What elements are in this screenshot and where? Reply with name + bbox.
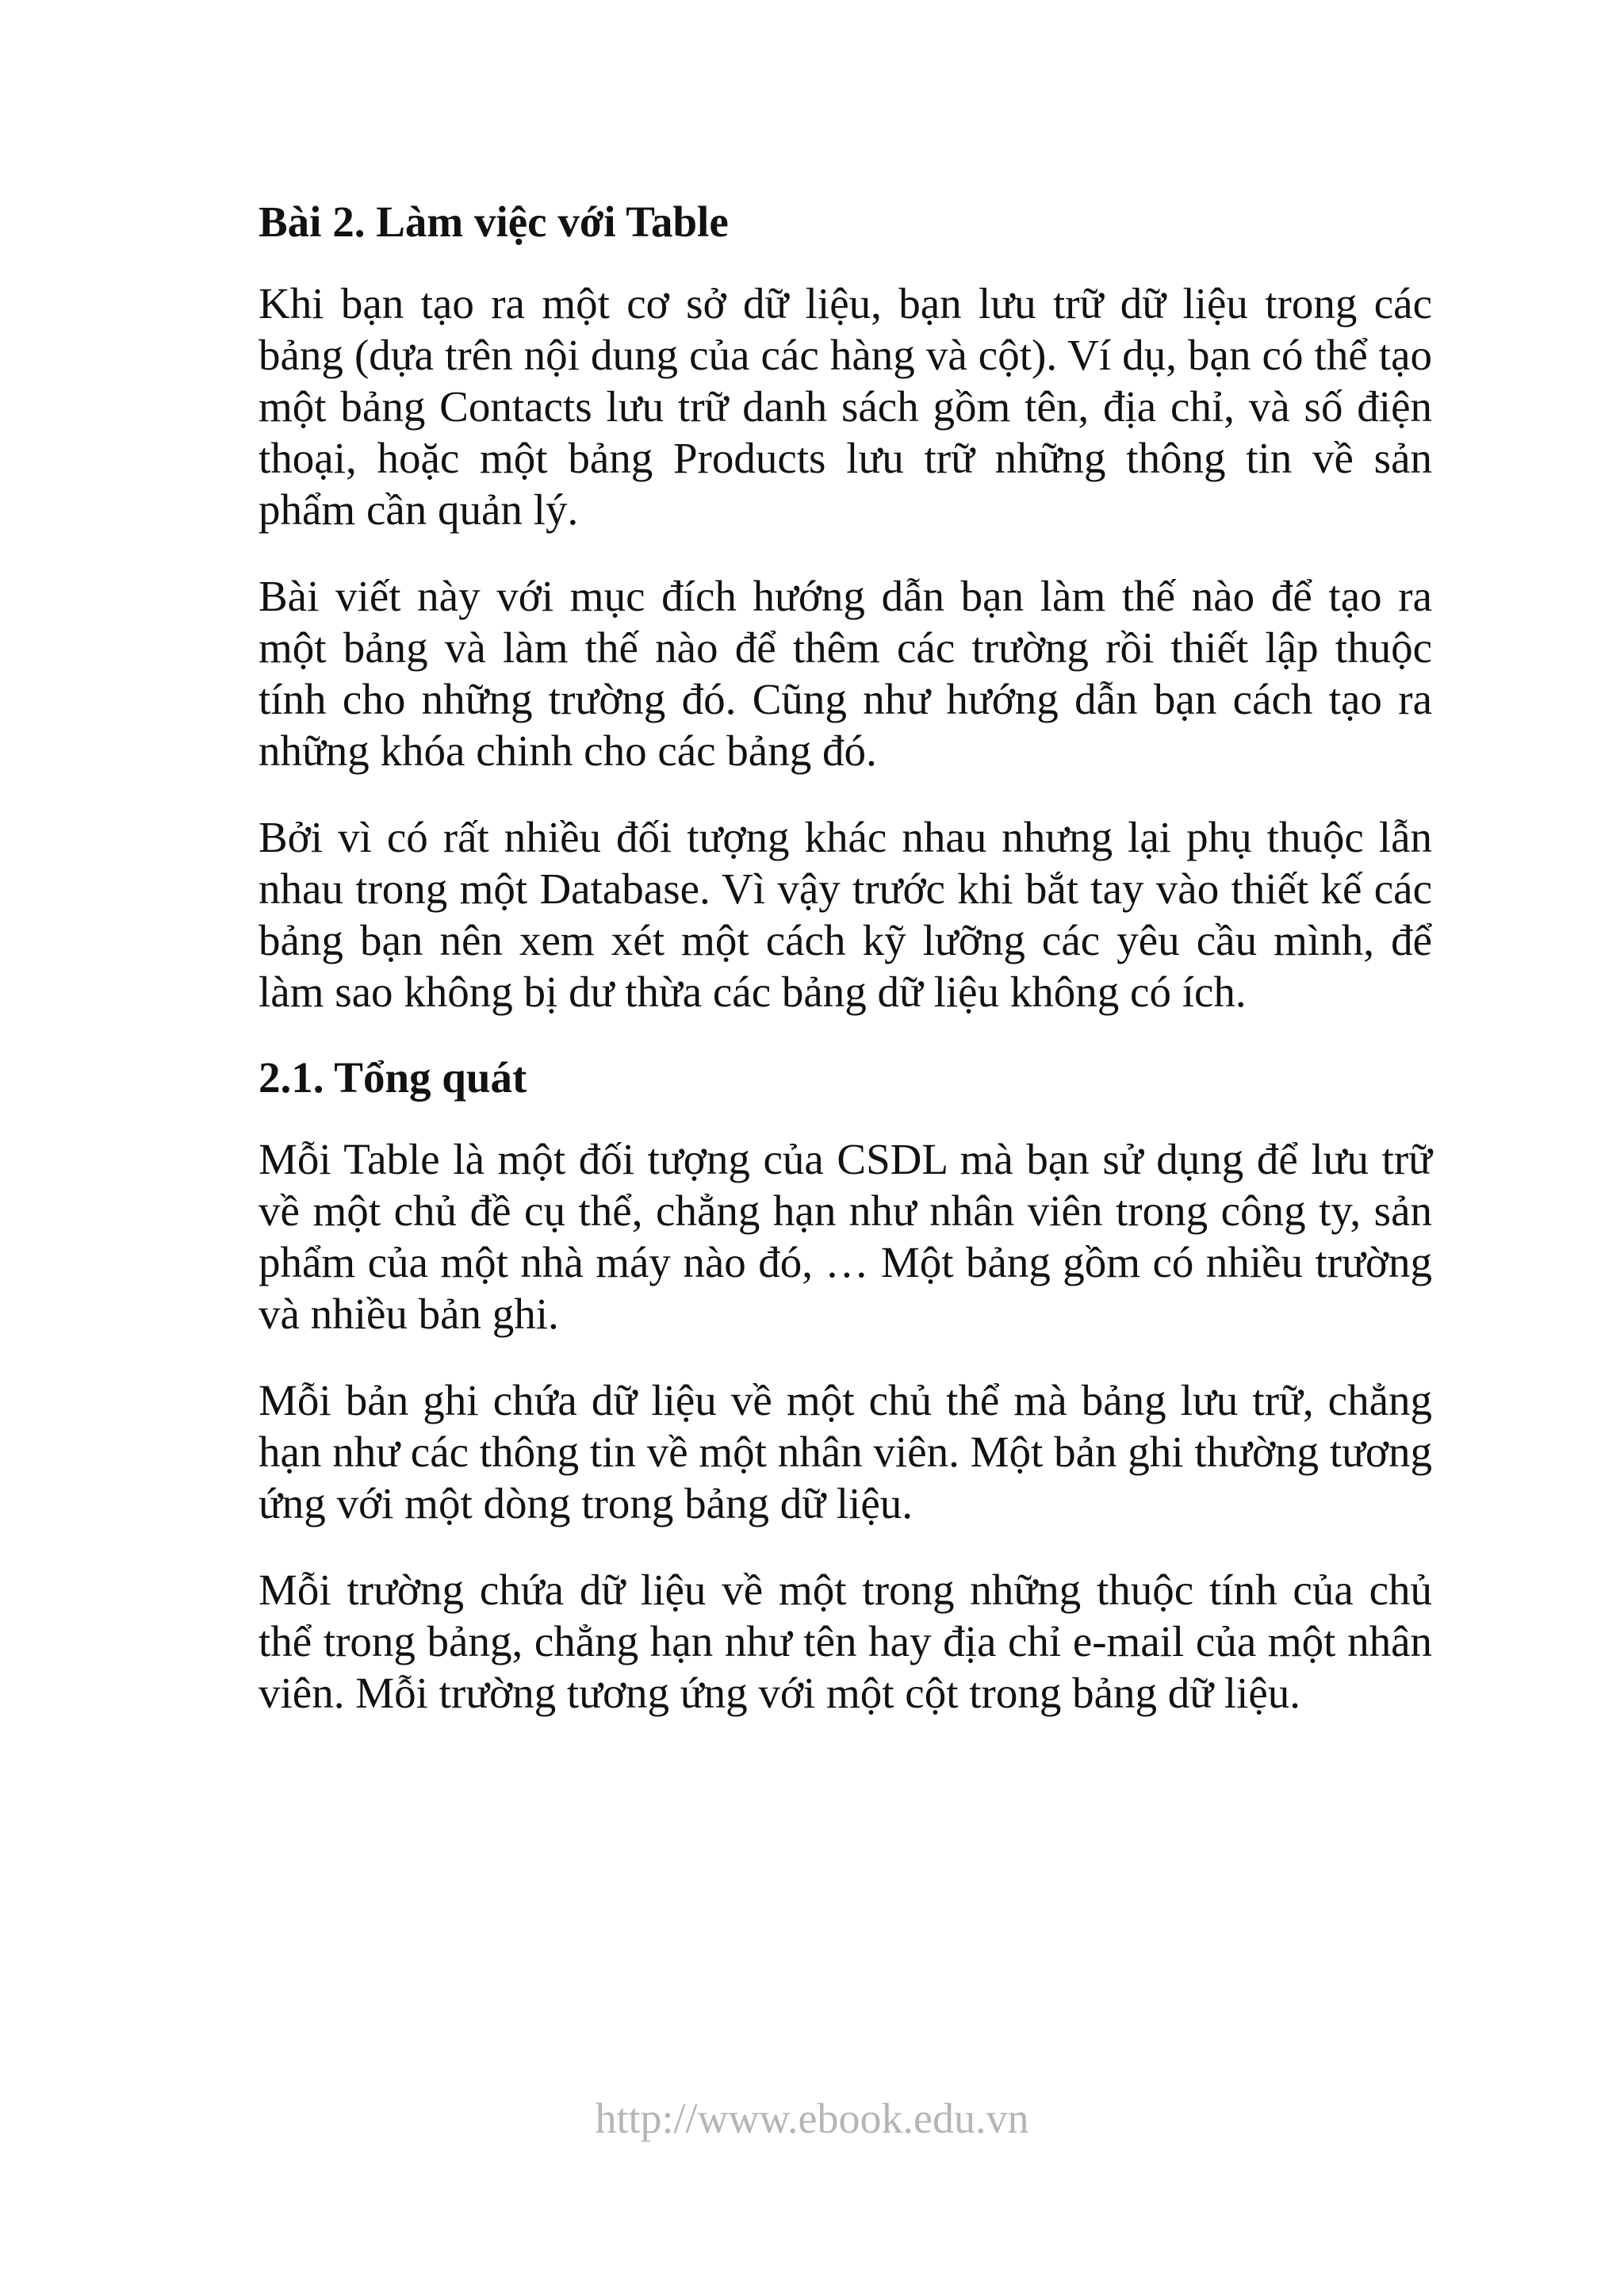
paragraph: Mỗi trường chứa dữ liệu về một trong những thuộc tính của chủ thể trong bảng, chẳng hạn như tên hay địa chỉ e-mail của một nhân viên. Mỗi trường tương ứng với một cột trong bảng dữ liệu. bbox=[259, 1566, 1432, 1717]
paragraph: Mỗi Table là một đối tượng của CSDL mà bạn sử dụng để lưu trữ về một chủ đề cụ thể, chẳng hạn như nhân viên trong công ty, sản phẩm của một nhà máy nào đó, … Một bảng gồm có nhiều trường và nhiều bản ghi. bbox=[259, 1135, 1432, 1338]
page-content bbox=[259, 197, 1432, 1754]
section-heading: 2.1. Tổng quát bbox=[259, 1053, 527, 1102]
paragraph: Bài viết này với mục đích hướng dẫn bạn làm thế nào để tạo ra một bảng và làm thế nào để thêm các trường rồi thiết lập thuộc tính cho những trường đó. Cũng như hướng dẫn bạn cách tạo ra những khóa chinh cho các bảng đó. bbox=[259, 572, 1432, 775]
footer-url: http://www.ebook.edu.vn bbox=[595, 2095, 1029, 2142]
paragraph: Khi bạn tạo ra một cơ sở dữ liệu, bạn lưu trữ dữ liệu trong các bảng (dựa trên nội dung của các hàng và cột). Ví dụ, bạn có thể tạo một bảng Contacts lưu trữ danh sách gồm tên, địa chỉ, và số điện thoại, hoặc một bảng Products lưu trữ những thông tin về sản phẩm cần quản lý. bbox=[259, 279, 1432, 534]
lesson-heading: Bài 2. Làm việc với Table bbox=[259, 197, 729, 246]
paragraph: Mỗi bản ghi chứa dữ liệu về một chủ thể mà bảng lưu trữ, chẳng hạn như các thông tin về một nhân viên. Một bản ghi thường tương ứng với một dòng trong bảng dữ liệu. bbox=[259, 1376, 1432, 1527]
paragraph: Bởi vì có rất nhiều đối tượng khác nhau nhưng lại phụ thuộc lẫn nhau trong một Database. Vì vậy trước khi bắt tay vào thiết kế các bảng bạn nên xem xét một cách kỹ lưỡng các yêu cầu mình, để làm sao không bị dư thừa các bảng dữ liệu không có ích. bbox=[259, 813, 1432, 1016]
